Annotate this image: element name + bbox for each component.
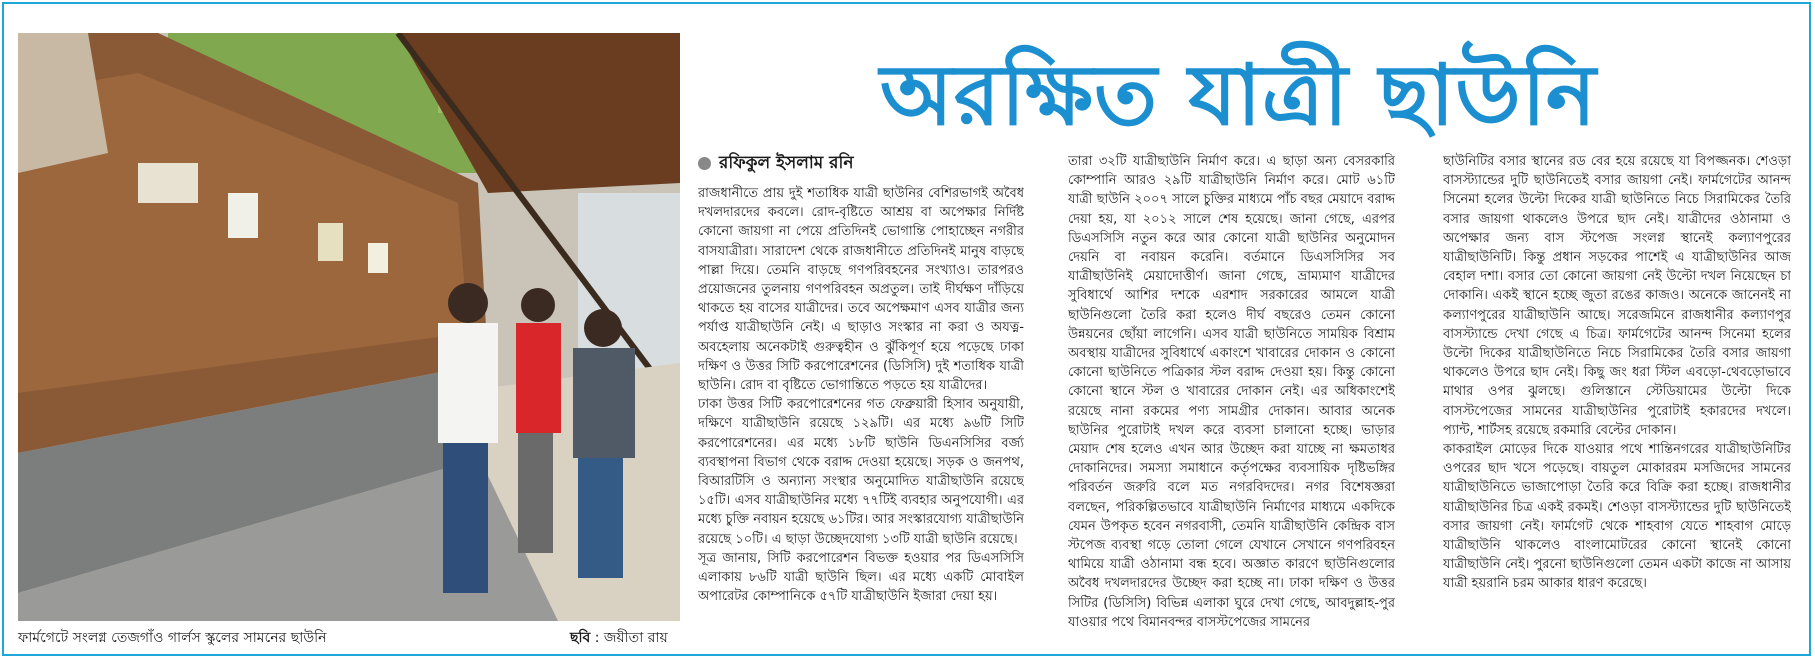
photo-credit-separator: :	[590, 630, 604, 646]
paragraph: ঢাকা উত্তর সিটি করপোরেশনের গত ফেব্রুয়ারী হিসাব অনুযায়ী, দক্ষিণে যাত্রীছাউনি রয়েছে ১২৯টি। এর মধ্যে ৯৬টি সিটি করপোরেশনের। এর মধ্যে ১৮টি ছাউনি ডিএনসিসির বর্জ্য ব্যবস্থাপনা বিভাগ থেকে বরাদ্দ দেওয়া হয়েছে। সড়ক ও জনপথ, বিআরটিসি ও অন্যান্য সংস্থার অনুমোদিত যাত্রীছাউনি রয়েছে ১৫টি। এসব যাত্রীছাউনির মধ্যে ৭৭টিই ব্যবহার অনুপযোগী। এর মধ্যে চুক্তি নবায়ন হয়েছে ৬১টির। আর সংস্কারযোগ্য যাত্রীছাউনি রয়েছে ১০টি। এ ছাড়া উচ্ছেদযোগ্য ১৩টি যাত্রী ছাউনি রয়েছে।	[698, 397, 1024, 547]
paragraph: ছাউনিটির বসার স্থানের রড বের হয়ে রয়েছে যা বিপজ্জনক। শেওড়া বাসস্ট্যান্ডের দুটি ছাউনিতেই বসার জায়গা নেই। ফার্মগেটের আনন্দ সিনেমা হলের উল্টো দিকের যাত্রী ছাউনিতে নিচে সিরামিকের তৈরি বসার জায়গা থাকলেও উপরে ছাদ নেই। যাত্রীদের ওঠানামা ও অপেক্ষার জন্য বাস স্টপেজ সংলগ্ন স্থানেই কল্যাণপুরের যাত্রীছাউনিটি। কিন্তু প্রধান সড়কের পাশেই এ যাত্রীছাউনির আজ বেহাল দশা। বসার তো কোনো জায়গা নেই উল্টো দখল নিয়েছেন চা দোকানি। একই স্থানে হচ্ছে জুতা রঙের কাজও। অনেকে জানেনই না কল্যাণপুরের যাত্রীছাউনি আছে। সরেজমিনে রাজধানীর কল্যাণপুর বাসস্ট্যান্ডে দেখা গেছে এ চিত্র। ফার্মগেটের আনন্দ সিনেমা হলের উল্টো দিকের যাত্রীছাউনিতে নিচে সিরামিকের তৈরি বসার জায়গা থাকলেও উপরে ছাদ নেই। কিছু জং ধরা স্টিল এবড়ো-থেবড়োভাবে মাথার ওপর ঝুলছে। গুলিস্তানে স্টেডিয়ামের উল্টো দিকে বাসস্টপেজের সামনের যাত্রীছাউনির পুরোটাই হকারদের দখলে। প্যান্ট, শার্টসহ রয়েছে রকমারি বেল্টের দোকান।	[1443, 154, 1791, 438]
byline-author: রফিকুল ইসলাম রনি	[719, 153, 854, 173]
photo-credit	[570, 629, 668, 647]
headline: অরক্ষিত যাত্রী ছাউনি	[880, 45, 1597, 144]
article-column-3	[1443, 152, 1791, 652]
paragraph: কাকরাইল মোড়ের দিকে যাওয়ার পথে শান্তিনগরের যাত্রীছাউনিটির ওপরের ছাদ খসে পড়েছে। বায়তুল মোকাররম মসজিদের সামনের যাত্রীছাউনিতে ভাজাপোড়া তৈরি করে বিক্রি করা হচ্ছে। রাজধানীর যাত্রীছাউনির চিত্র একই রকমই। শেওড়া বাসস্ট্যান্ডের দুটি ছাউনিতেই বসার জায়গা নেই। ফার্মগেট থেকে শাহবাগ যেতে শাহবাগ মোড়ে যাত্রীছাউনি থাকলেও বাংলামোটরের কোনো স্থানেই কোনো যাত্রীছাউনি নেই। পুরনো ছাউনিগুলো তেমন একটা কাজে না আসায় যাত্রী হয়রানি চরম আকার ধারণ করেছে।	[1443, 442, 1791, 592]
byline	[698, 150, 854, 178]
paragraph: রাজধানীতে প্রায় দুই শতাধিক যাত্রী ছাউনির বেশিরভাগই অবৈধ দখলদারদের কবলে। রোদ-বৃষ্টিতে আশ্রয় বা অপেক্ষার নির্দিষ্ট কোনো জায়গা না পেয়ে প্রতিদিনই ভোগান্তি পোহাচ্ছেন নগরীর বাসযাত্রীরা। সারাদেশ থেকে রাজধানীতে প্রতিদিনই মানুষ বাড়ছে পাল্লা দিয়ে। তেমনি বাড়ছে গণপরিবহনের সংখ্যাও। তারপরও প্রয়োজনের তুলনায় গণপরিবহন অপ্রতুল। তাই দীর্ঘক্ষণ দাঁড়িয়ে থাকতে হয় বাসের যাত্রীদের। তবে অপেক্ষমাণ এসব যাত্রীর জন্য পর্যাপ্ত যাত্রীছাউনি নেই। এ ছাড়াও সংস্কার না করা ও অযত্ন-অবহেলায় অনেকটাই গুরুত্বহীন ও ঝুঁকিপূর্ণ হয়ে পড়েছে ঢাকা দক্ষিণ ও উত্তর সিটি করপোরেশনের (ডিসিসি) দুই শতাধিক যাত্রী ছাউনি। রোদ বা বৃষ্টিতে ভোগান্তিতে পড়তে হয় যাত্রীদের।	[698, 186, 1024, 394]
article-column-2	[1068, 152, 1395, 652]
bus-shelter-photo	[18, 33, 680, 621]
bullet-icon	[698, 157, 711, 170]
paragraph: সূত্র জানায়, সিটি করপোরেশন বিভক্ত হওয়ার পর ডিএসসিসি এলাকায় ৮৬টি যাত্রী ছাউনি ছিল। এর মধ্যে একটি মোবাইল অপারেটর কোম্পানিকে ৫৭টি যাত্রীছাউনি ইজারা দেয়া হয়।	[698, 550, 1024, 605]
paragraph: তারা ৩২টি যাত্রীছাউনি নির্মাণ করে। এ ছাড়া অন্য বেসরকারি কোম্পানি আরও ২৯টি যাত্রীছাউনি নির্মাণ করে। মোট ৬১টি যাত্রী ছাউনি ২০০৭ সালে চুক্তির মাধ্যমে পাঁচ বছর মেয়াদে বরাদ্দ দেয়া হয়, যা ২০১২ সালে শেষ হয়েছে। জানা গেছে, এরপর ডিএসসিসি নতুন করে আর কোনো যাত্রী ছাউনির অনুমোদন দেয়নি বা নবায়ন করেনি। বর্তমানে ডিএসসিসির সব যাত্রীছাউনিই মেয়াদোত্তীর্ণ। জানা গেছে, ভ্রাম্যমাণ যাত্রীদের সুবিধার্থে আশির দশকে এরশাদ সরকারের আমলে যাত্রী ছাউনিগুলো তৈরি করা হলেও দীর্ঘ বছরেও তেমন কোনো উন্নয়নের ছোঁয়া লাগেনি। এসব যাত্রী ছাউনিতে সাময়িক বিশ্রাম অবস্থায় যাত্রীদের সুবিধার্থে একাংশে খাবারের দোকান ও কোনো কোনো ছাউনিতে পত্রিকার স্টল বরাদ্দ দেওয়া হয়। কিন্তু কোনো কোনো স্থানে স্টল ও খাবারের দোকান নেই। এর অধিকাংশেই রয়েছে নানা রকমের পণ্য সামগ্রীর দোকান। আবার অনেক ছাউনির পুরোটাই দখল করে ব্যবসা চালানো হচ্ছে। ভাড়ার মেয়াদ শেষ হলেও এখন আর উচ্ছেদ করা যাচ্ছে না ক্ষমতাধর দোকানিদের। সমস্যা সমাধানে কর্তৃপক্ষের ব্যবসায়িক দৃষ্টিভঙ্গির পরিবর্তন জরুরি বলে মত নগরবিদদের। নগর বিশেষজ্ঞরা বলছেন, পরিকল্পিতভাবে যাত্রীছাউনি নির্মাণের মাধ্যমে একদিকে যেমন উপকৃত হবেন নগরবাসী, তেমনি যাত্রীছাউনি কেন্দ্রিক বাস স্টপেজ ব্যবস্থা গড়ে তোলা গেলে যেখানে সেখানে গণপরিবহন থামিয়ে যাত্রী ওঠানামা বন্ধ হবে। অজ্ঞাত কারণে ছাউনিগুলোর অবৈধ দখলদারদের উচ্ছেদ করা হচ্ছে না। ঢাকা দক্ষিণ ও উত্তর সিটির (ডিসিসি) বিভিন্ন এলাকা ঘুরে দেখা গেছে, আবদুল্লাহ-পুর যাওয়ার পথে বিমানবন্দর বাসস্টপেজের সামনের	[1068, 154, 1395, 630]
article-column-1	[698, 184, 1024, 654]
photo-caption: ফার্মগেটে সংলগ্ন তেজগাঁও গার্লস স্কুলের সামনের ছাউনি	[18, 630, 327, 646]
photo-credit-label: ছবি	[570, 630, 591, 646]
article-photo	[18, 33, 680, 621]
photo-credit-name: জয়ীতা রায়	[603, 630, 668, 646]
